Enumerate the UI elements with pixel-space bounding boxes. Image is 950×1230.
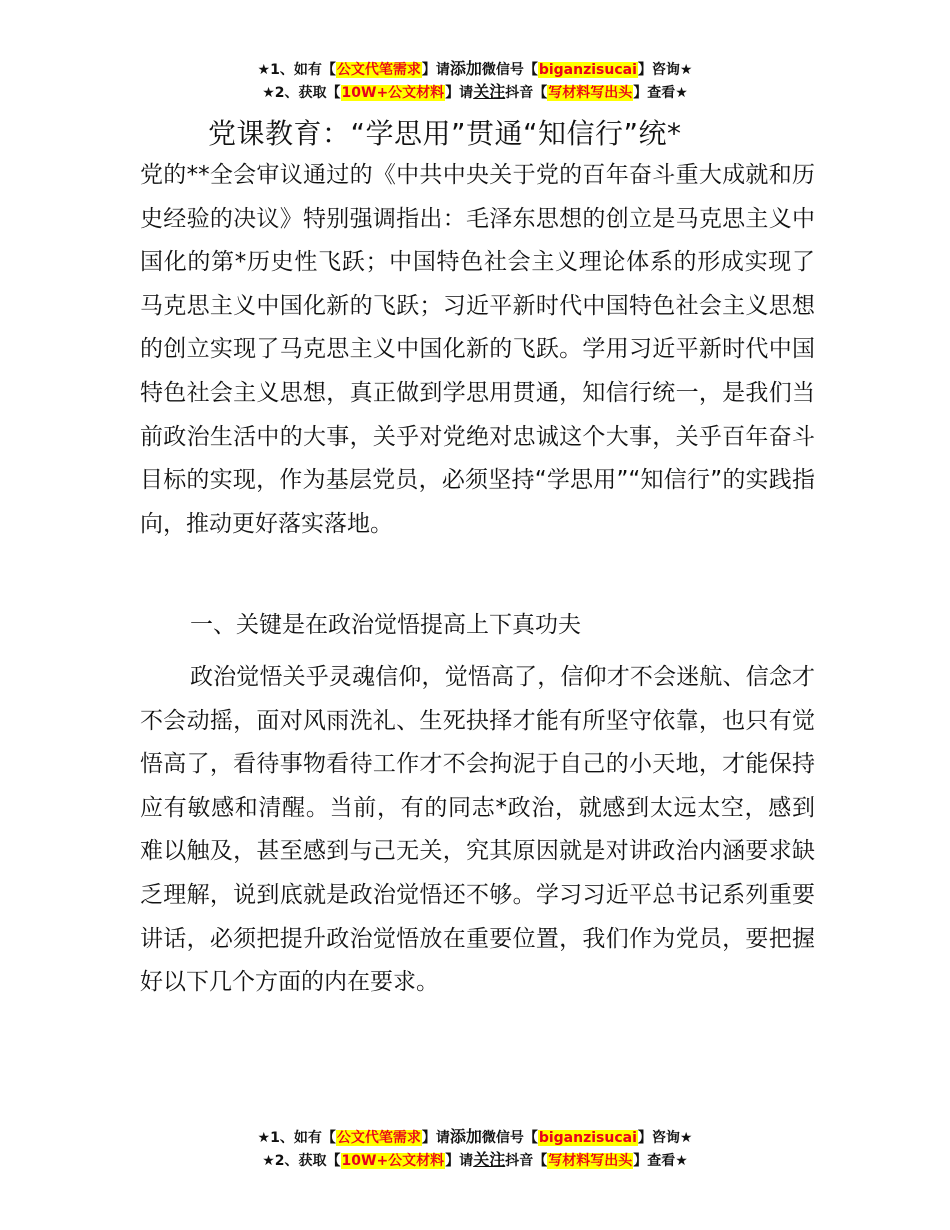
banner-highlight: 公文代笔需求 <box>336 62 421 78</box>
banner-text: 】请 <box>445 85 474 101</box>
banner-highlight: 10W+公文材料 <box>341 1153 445 1169</box>
banner-text: 关注 <box>473 1150 506 1169</box>
banner-text: 】查看★ <box>633 1153 688 1169</box>
banner-highlight: 公文代笔需求 <box>336 1130 421 1146</box>
banner-text: 添加 <box>449 1127 482 1146</box>
banner-text: 】查看★ <box>633 85 688 101</box>
header-banner <box>0 58 950 104</box>
douyin-account: 写材料写出头 <box>548 85 633 101</box>
wechat-id: biganzisucai <box>538 62 637 78</box>
banner-text: 】咨询★ <box>637 1130 693 1146</box>
banner-line-2 <box>0 1149 950 1172</box>
document-title: 党课教育：“学思用”贯通“知信行”统* <box>208 117 682 150</box>
banner-text: ★1、如有【 <box>257 62 336 78</box>
footer-banner <box>0 1126 950 1172</box>
banner-text: 】请 <box>421 1130 450 1146</box>
banner-text: 】请 <box>421 62 450 78</box>
banner-text: 关注 <box>473 82 506 101</box>
banner-text: ★2、获取【 <box>262 85 341 101</box>
banner-line-2 <box>0 81 950 104</box>
body-paragraph: 政治觉悟关乎灵魂信仰，觉悟高了，信仰才不会迷航、信念才不会动摇，面对风雨洗礼、生死抉择才能有所坚守依靠，也只有觉悟高了，看待事物看待工作才不会拘泥于自己的小天地，才能保持应有敏感和清醒。当前，有的同志*政治，就感到太远太空，感到难以触及，甚至感到与己无关，究其原因就是对讲政治内涵要求缺乏理解，说到底就是政治觉悟还不够。学习习近平总书记系列重要讲话，必须把提升政治觉悟放在重要位置，我们作为党员，要把握好以下几个方面的内在要求。 <box>140 664 815 996</box>
banner-text: 】请 <box>445 1153 474 1169</box>
banner-text: 】咨询★ <box>637 62 693 78</box>
banner-text: 抖音【 <box>505 85 548 101</box>
banner-line-1 <box>0 1126 950 1149</box>
banner-text: 微信号【 <box>481 1130 538 1146</box>
banner-text: ★1、如有【 <box>257 1130 336 1146</box>
banner-text: 微信号【 <box>481 62 538 78</box>
wechat-id: biganzisucai <box>538 1130 637 1146</box>
banner-text: ★2、获取【 <box>262 1153 341 1169</box>
banner-text: 添加 <box>449 59 482 78</box>
banner-text: 抖音【 <box>505 1153 548 1169</box>
section-heading: 一、关键是在政治觉悟提高上下真功夫 <box>190 612 581 638</box>
banner-highlight: 10W+公文材料 <box>341 85 445 101</box>
douyin-account: 写材料写出头 <box>548 1153 633 1169</box>
banner-line-1 <box>0 58 950 81</box>
intro-paragraph: 党的**全会审议通过的《中共中央关于党的百年奋斗重大成就和历史经验的决议》特别强调指出：毛泽东思想的创立是马克思主义中国化的第*历史性飞跃；中国特色社会主义理论体系的形成实现了马克思主义中国化新的飞跃；习近平新时代中国特色社会主义思想的创立实现了马克思主义中国化新的飞跃。学用习近平新时代中国特色社会主义思想，真正做到学思用贯通，知信行统一，是我们当前政治生活中的大事，关乎对党绝对忠诚这个大事，关乎百年奋斗目标的实现，作为基层党员，必须坚持“学思用”“知信行”的实践指向，推动更好落实落地。 <box>140 162 815 537</box>
